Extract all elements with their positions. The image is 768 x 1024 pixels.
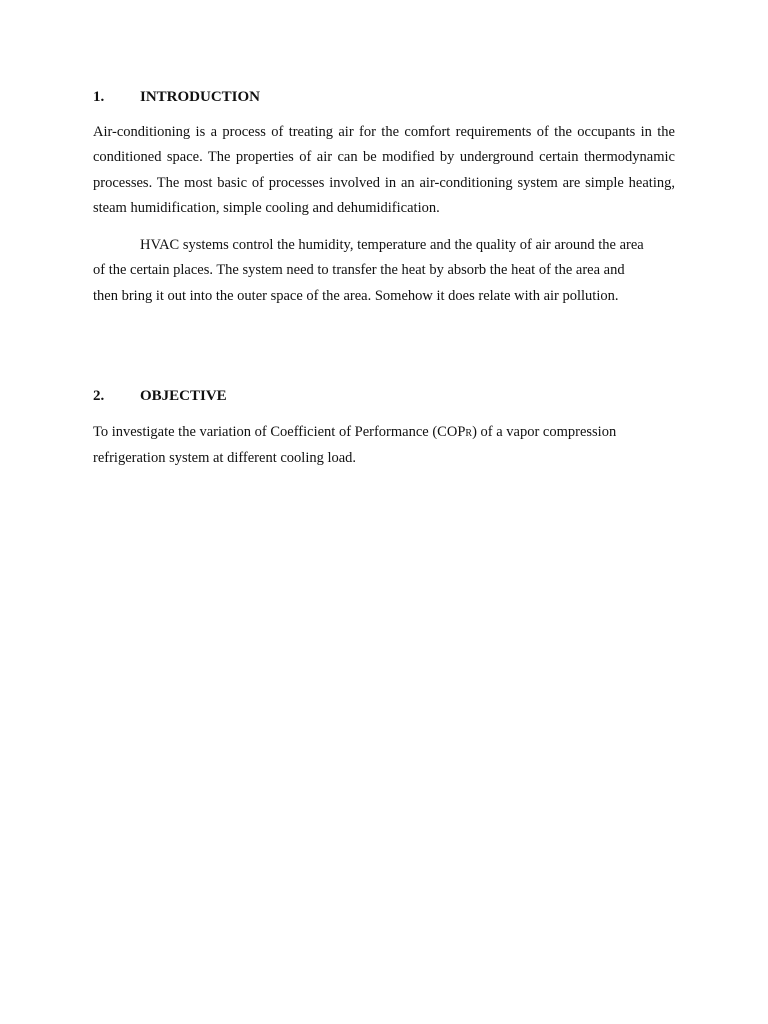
objective-text-before: To investigate the variation of Coefficient of Performance (COP — [93, 424, 466, 440]
section-heading-objective — [93, 387, 227, 405]
cop-subscript: R — [465, 428, 473, 439]
section-title: OBJECTIVE — [140, 388, 227, 404]
intro-paragraph-1: Air-conditioning is a process of treating air for the comfort requirements of the occupants in the conditioned space. The properties of air can be modified by underground certain thermodynamic processes. The most basic of processes involved in an air-conditioning system are simple heating, steam humidification, simple cooling and dehumidification. — [93, 124, 675, 216]
objective-paragraph — [93, 420, 658, 472]
intro-paragraph-2 — [93, 233, 653, 309]
objective-text-after: ) of a vapor compression refrigeration system at different cooling load. — [93, 424, 617, 467]
section-heading-introduction — [93, 88, 260, 106]
section-title: INTRODUCTION — [140, 89, 261, 105]
section-number: 2. — [93, 388, 105, 404]
section-number: 1. — [93, 89, 105, 105]
intro-paragraph-2-text: HVAC systems control the humidity, temperature and the quality of air around the area of the certain places. The system need to transfer the heat by absorb the heat of the area and then bring it out into the outer space of the area. Somehow it does relate with air pollution. — [93, 237, 644, 304]
